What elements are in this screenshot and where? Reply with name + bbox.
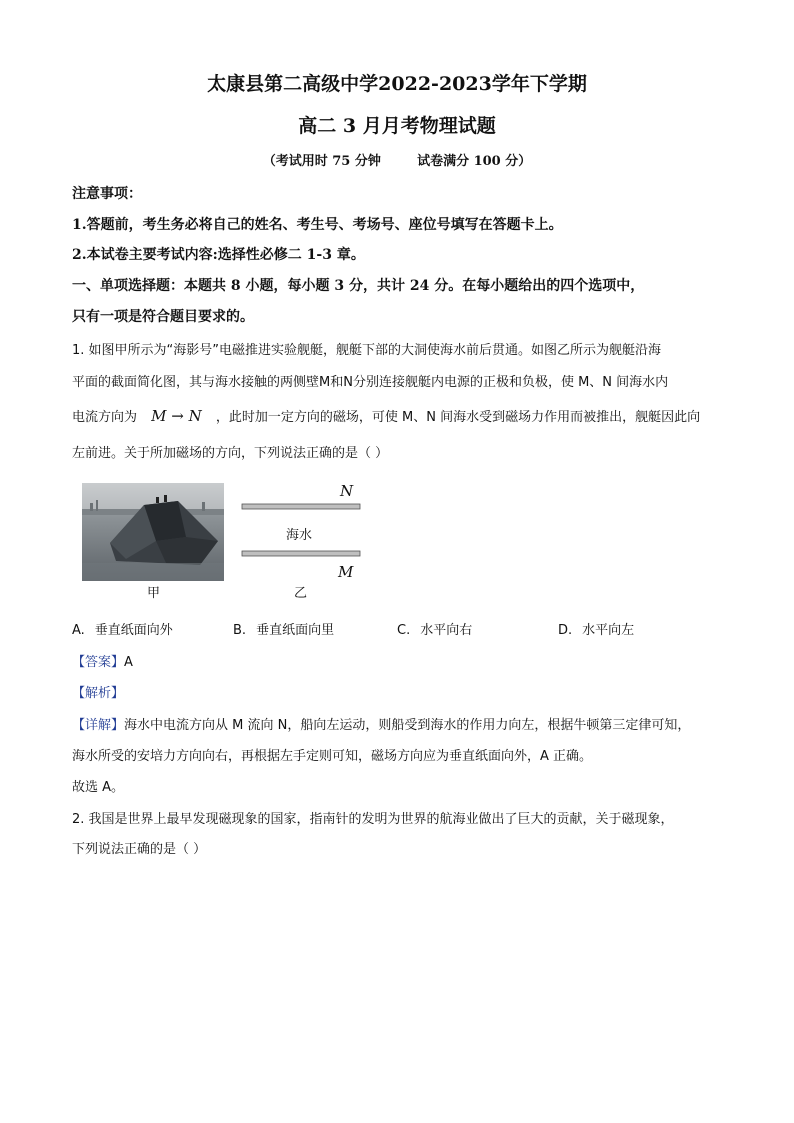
detail-line2: 海水所受的安培力方向向右，再根据左手定则可知，磁场方向应为垂直纸面向外，A 正确。 bbox=[72, 749, 593, 764]
notes-item-2: 2.本试卷主要考试内容:选择性必修二 1-3 章。 bbox=[72, 247, 365, 263]
question-2-line1: 2. 我国是世界上最早发现磁现象的国家，指南针的发明为世界的航海业做出了巨大的贡献，关于磁现象， bbox=[72, 812, 674, 827]
figure-jia-caption: 甲 bbox=[147, 586, 161, 601]
option-b-letter: B. bbox=[233, 623, 247, 638]
answer-line bbox=[72, 651, 133, 670]
analysis-label: 【解析】 bbox=[72, 686, 125, 701]
option-a-letter: A. bbox=[72, 623, 85, 638]
exam-title-school: 太康县第二高级中学2022-2023学年下学期 bbox=[207, 73, 587, 95]
option-b bbox=[233, 619, 334, 638]
detail-text-1: 海水中电流方向从 M 流向 N，船向左运动，则船受到海水的作用力向左，根据牛顿第三定律可知， bbox=[124, 718, 691, 733]
notes-item-1: 1.答题前，考生务必将自己的姓名、考生号、考场号、座位号填写在答题卡上。 bbox=[72, 217, 563, 233]
question-1-line4: 左前进。关于所加磁场的方向，下列说法正确的是（ ） bbox=[72, 446, 389, 461]
notes-heading: 注意事项： bbox=[72, 186, 142, 202]
question-1-line3-start: 电流方向为 bbox=[72, 410, 138, 425]
question-2-line2: 下列说法正确的是（ ） bbox=[72, 842, 207, 857]
option-c-letter: C. bbox=[397, 623, 411, 638]
option-d-letter: D. bbox=[558, 623, 573, 638]
figure-yi-caption: 乙 bbox=[294, 586, 308, 601]
conclusion-line: 故选 A。 bbox=[72, 780, 125, 795]
label-m: M bbox=[338, 563, 354, 581]
section-heading-line2: 只有一项是符合题目要求的。 bbox=[72, 309, 254, 325]
option-a-text: 垂直纸面向外 bbox=[94, 623, 173, 638]
current-direction-formula: M → N bbox=[151, 407, 202, 425]
option-b-text: 垂直纸面向里 bbox=[256, 623, 335, 638]
option-d-text: 水平向左 bbox=[582, 623, 635, 638]
label-seawater: 海水 bbox=[286, 528, 313, 543]
wall-n bbox=[242, 504, 360, 509]
ship-photo bbox=[82, 483, 224, 581]
exam-subtitle: （考试用时 75 分钟 试卷满分 100 分） bbox=[262, 154, 532, 169]
exam-title-subject: 高二 3 月月考物理试题 bbox=[298, 115, 496, 137]
option-c-text: 水平向右 bbox=[420, 623, 473, 638]
label-n: N bbox=[340, 482, 354, 500]
question-1-line3 bbox=[72, 406, 700, 425]
option-a bbox=[72, 619, 173, 638]
detail-line1 bbox=[72, 714, 690, 733]
ship-photo-image bbox=[82, 483, 224, 581]
cross-section-diagram bbox=[236, 480, 366, 588]
detail-label: 【详解】 bbox=[72, 718, 125, 733]
section-heading-line1: 一、单项选择题：本题共 8 小题，每小题 3 分，共计 24 分。在每小题给出的四个选项中， bbox=[72, 278, 645, 294]
option-d bbox=[558, 619, 634, 638]
question-1-line1: 1. 如图甲所示为“海影号”电磁推进实验舰艇，舰艇下部的大洞使海水前后贯通。如图乙所示为舰艇沿海 bbox=[72, 343, 662, 358]
answer-value: A bbox=[124, 655, 133, 670]
option-c bbox=[397, 619, 472, 638]
answer-label: 【答案】 bbox=[72, 655, 125, 670]
question-1-line3-end: ，此时加一定方向的磁场，可使 M、N 间海水受到磁场力作用而被推出，舰艇因此向 bbox=[215, 410, 701, 425]
question-1-line2: 平面的截面简化图，其与海水接触的两侧壁M和N分别连接舰艇内电源的正极和负极，使 M、N 间海水内 bbox=[72, 375, 669, 390]
wall-m bbox=[242, 551, 360, 556]
